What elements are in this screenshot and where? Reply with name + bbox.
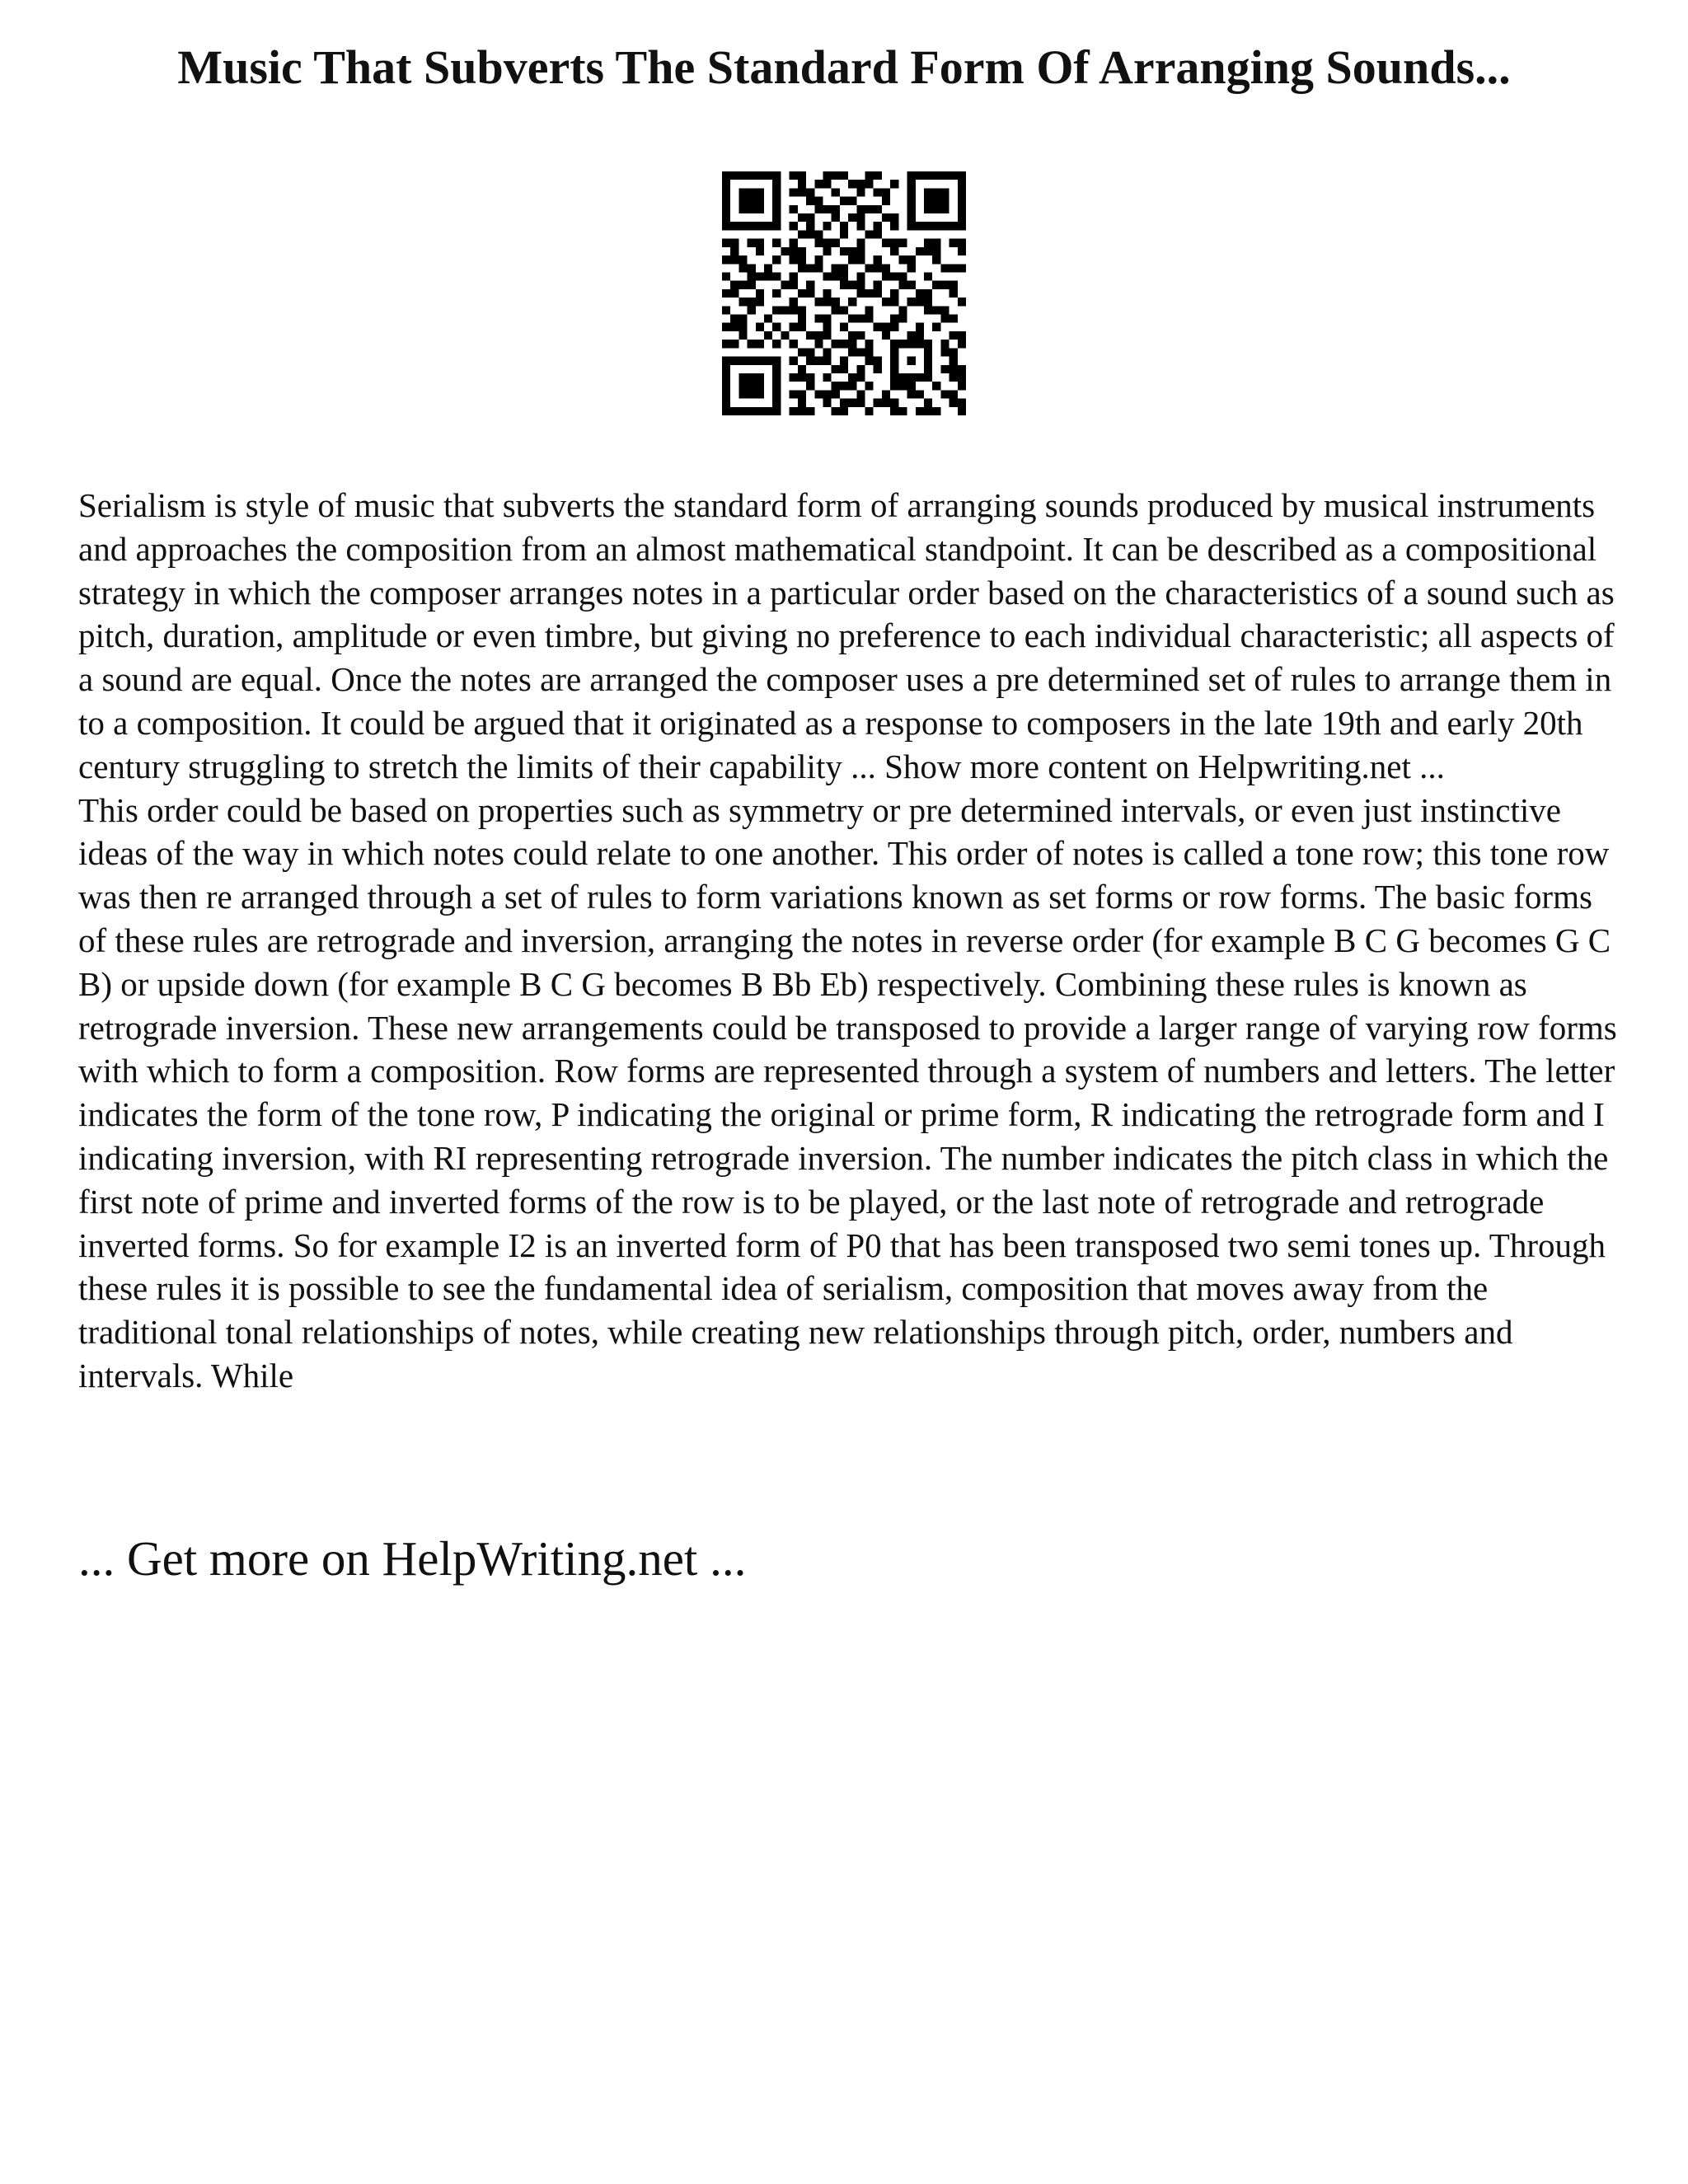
page-title: Music That Subverts The Standard Form Of Arranging Sounds...: [177, 40, 1511, 94]
get-more-link[interactable]: ... Get more on HelpWriting.net ...: [78, 1531, 747, 1586]
paragraph-1: Serialism is style of music that subverts the standard form of arranging sounds produced by musical instruments and approaches the composition from an almost mathematical standpoint. It can be described as a compositional strategy in which the composer arranges notes in a particular order based on the characteristics of a sound such as pitch, duration, amplitude or even timbre, but giving no preference to each individual characteristic; all aspects of a sound are equal. Once the notes are arranged the composer uses a pre determined set of rules to arrange them in to a composition. It could be argued that it originated as a response to composers in the late 19th and early 20th century struggling to stretch the limits of their capability ... Show more content on Helpwriting.net ...: [78, 486, 1615, 785]
qr-code-icon: [722, 171, 966, 415]
paragraph-2: This order could be based on properties such as symmetry or pre determined intervals, or even just instinctive ideas of the way in which notes could relate to one another. This order of notes is called a tone row; this tone row was then re arranged through a set of rules to form variations known as set forms or row forms. The basic forms of these rules are retrograde and inversion, arranging the notes in reverse order (for example B C G becomes G C B) or upside down (for example B C G becomes B Bb Eb) respectively. Combining these rules is known as retrograde inversion. These new arrangements could be transposed to provide a larger range of varying row forms with which to form a composition. Row forms are represented through a system of numbers and letters. The letter indicates the form of the tone row, P indicating the original or prime form, R indicating the retrograde form and I indicating inversion, with RI representing retrograde inversion. The number indicates the pitch class in which the first note of prime and inverted forms of the row is to be played, or the last note of retrograde and retrograde inverted forms. So for example I2 is an inverted form of P0 that has been transposed two semi tones up. Through these rules it is possible to see the fundamental idea of serialism, composition that moves away from the traditional tonal relationships of notes, while creating new relationships through pitch, order, numbers and intervals. While: [78, 790, 1617, 1394]
article-body: [78, 484, 1620, 1398]
